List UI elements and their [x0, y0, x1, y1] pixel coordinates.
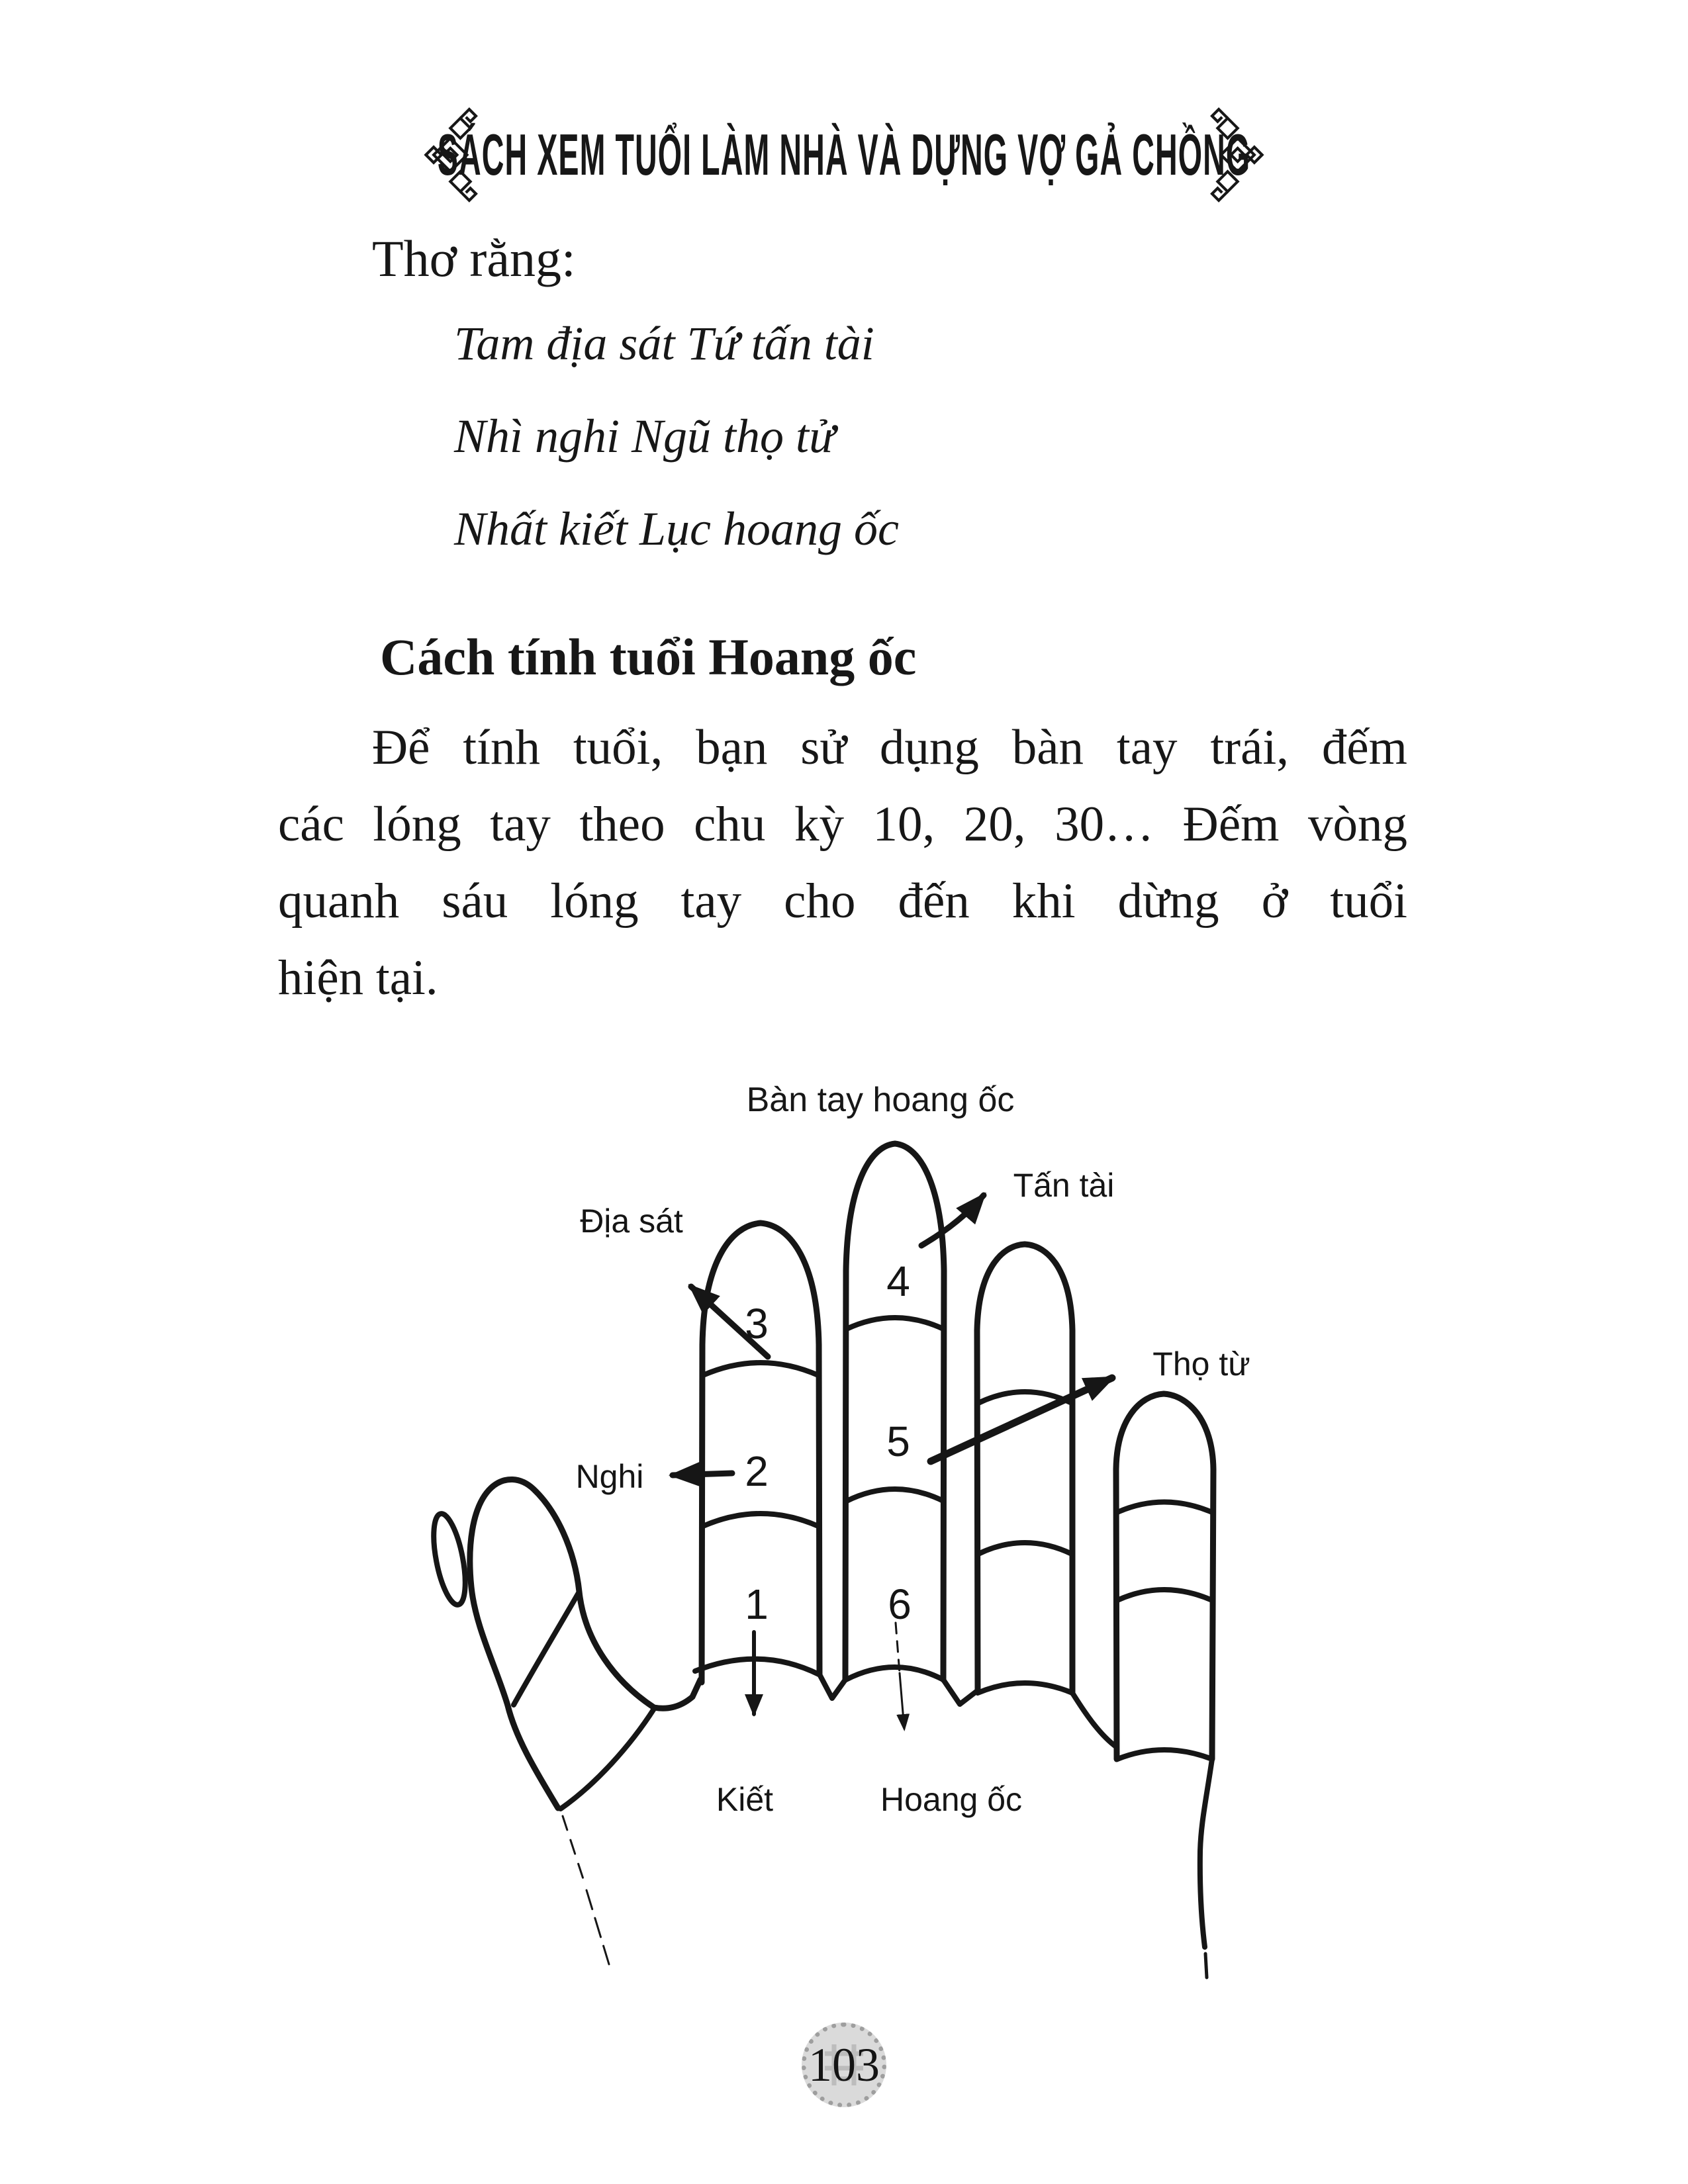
hand-illustration — [397, 1046, 1324, 2005]
page-number-medallion — [802, 2023, 886, 2107]
segment-number-2: 2 — [745, 1447, 769, 1495]
page-header — [0, 99, 1688, 210]
hand-outline — [428, 1144, 1213, 1978]
poem-line-2: Nhì nghi Ngũ thọ tử — [454, 410, 835, 463]
label-hoang-oc: Hoang ốc — [880, 1781, 1023, 1818]
intro-line: Thơ rằng: — [372, 230, 576, 287]
hoang-oc-arrow — [900, 1673, 904, 1729]
paragraph-line: Để tính tuổi, bạn sử dụng bàn tay trái, đếm — [372, 720, 1407, 775]
page-number: 103 — [808, 2038, 880, 2091]
label-kiet: Kiết — [716, 1781, 774, 1818]
poem-line-3: Nhất kiết Lục hoang ốc — [454, 502, 899, 555]
segment-number-1: 1 — [745, 1580, 769, 1628]
body-paragraph — [278, 709, 1407, 1017]
segment-number-4: 4 — [886, 1257, 910, 1305]
label-tho-tu: Thọ từ — [1152, 1345, 1250, 1383]
book-title: SÁCH XEM TUỔI LÀM NHÀ VÀ DỰNG VỢ GẢ CHỒNG — [437, 122, 1251, 187]
label-tan-tai: Tấn tài — [1013, 1167, 1115, 1204]
paragraph-line: quanh sáu lóng tay cho đến khi dừng ở tuổi — [278, 874, 1407, 929]
label-nghi: Nghi — [575, 1458, 644, 1495]
diamond-meander-icon — [1206, 99, 1267, 210]
paragraph-line: hiện tại. — [278, 950, 438, 1005]
segment-number-5: 5 — [886, 1418, 910, 1465]
section-heading: Cách tính tuổi Hoang ốc — [380, 628, 917, 686]
hand-diagram — [397, 1046, 1324, 2005]
diagram-title: Bàn tay hoang ốc — [746, 1081, 1015, 1119]
header-title-wrap — [437, 105, 1251, 205]
segment-number-3: 3 — [745, 1300, 769, 1347]
paragraph-line: các lóng tay theo chu kỳ 10, 20, 30… Đếm vòng — [278, 797, 1407, 852]
segment-number-6: 6 — [888, 1580, 912, 1628]
poem-line-1: Tam địa sát Tứ tấn tài — [454, 317, 874, 370]
label-dia-sat: Địa sát — [580, 1203, 683, 1240]
